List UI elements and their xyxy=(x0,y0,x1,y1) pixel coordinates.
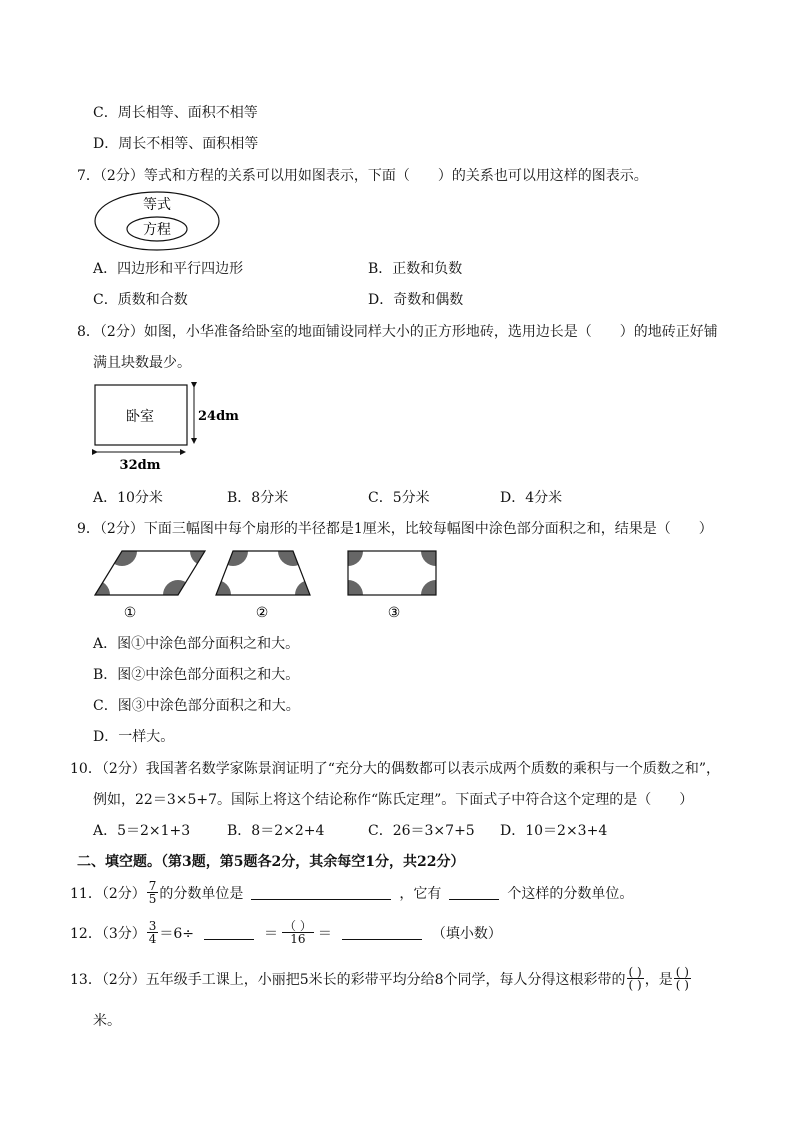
fig3-shaded-sectors xyxy=(333,545,450,610)
fig2-shaded-sectors xyxy=(201,545,325,610)
q11-frac-den: 5 xyxy=(148,892,157,906)
q6-option-d: D．周长不相等、面积相等 xyxy=(93,136,259,152)
q13-frac1-den: ( ) xyxy=(628,978,642,992)
q13-frac2-num: ( ) xyxy=(675,965,689,979)
q12-frac-den: 4 xyxy=(148,932,157,946)
q10-stem-line1: 10．（2分）我国著名数学家陈景润证明了“充分大的偶数都可以表示成两个质数的乘积与一个质数之和”， xyxy=(70,761,721,777)
q10-option-c: C．26＝3×7+5 xyxy=(368,823,475,839)
q12-frac-num: 3 xyxy=(148,919,157,933)
q12-frac2-num: （ ） xyxy=(284,919,312,933)
fig2-trapezoid xyxy=(216,551,310,595)
q7-venn-diagram xyxy=(93,190,223,252)
q11-fraction xyxy=(147,880,159,905)
q11-text2: ，它有 xyxy=(399,885,442,902)
q9-option-a: A．图①中涂色部分面积之和大。 xyxy=(93,636,300,652)
q13-line1 xyxy=(70,966,692,991)
q8-stem-line2: 满且块数最少。 xyxy=(93,355,191,371)
q12-prefix: 12．（3分） xyxy=(70,925,146,942)
q10-option-d: D．10＝2×3+4 xyxy=(500,823,608,839)
q11-blank-count[interactable] xyxy=(449,885,499,900)
q9-figures xyxy=(90,545,450,623)
q8-option-d: D．4分米 xyxy=(500,490,563,506)
q12-fraction xyxy=(147,920,159,945)
outer-label: 等式 xyxy=(143,197,171,213)
width-label: 32dm xyxy=(119,458,161,473)
q10-option-a: A．5＝2×1+3 xyxy=(93,823,191,839)
q7-option-d: D．奇数和偶数 xyxy=(368,292,464,308)
q10-option-b: B．8＝2×2+4 xyxy=(227,823,325,839)
q13-line2: 米。 xyxy=(93,1013,121,1029)
fig1-parallelogram xyxy=(95,551,205,595)
q8-stem-line1: 8．（2分）如图，小华准备给卧室的地面铺设同样大小的正方形地砖，选用边长是（ ）的地砖正好铺 xyxy=(77,324,718,340)
q8-option-a: A．10分米 xyxy=(93,490,163,506)
q13-text1: 13．（2分）五年级手工课上，小丽把5米长的彩带平均分给8个同学，每人分得这根彩带的 xyxy=(70,971,626,988)
q11-text3: 个这样的分数单位。 xyxy=(507,885,634,902)
q9-stem: 9．（2分）下面三幅图中每个扇形的半径都是1厘米，比较每幅图中涂色部分面积之和，结果是（ ） xyxy=(77,521,713,537)
q13-frac1-num: ( ) xyxy=(628,965,642,979)
q9-option-c: C．图③中涂色部分面积之和大。 xyxy=(93,698,300,714)
fig1-label: ① xyxy=(123,605,137,621)
q13-frac2-den: ( ) xyxy=(675,978,689,992)
q12-line xyxy=(70,920,502,945)
q9-option-b: B．图②中涂色部分面积之和大。 xyxy=(93,667,300,683)
section2-title: 二、填空题。（第3题，第5题各2分，其余每空1分，共22分） xyxy=(77,854,465,870)
q12-eq2: ＝ xyxy=(317,925,332,942)
q11-text1: 的分数单位是 xyxy=(159,885,244,902)
q12-eq: ＝ xyxy=(264,925,279,942)
fig3-label: ③ xyxy=(387,605,401,621)
q12-text1: ＝6÷ xyxy=(159,925,195,942)
q12-blank-decimal[interactable] xyxy=(342,925,422,940)
q13-fraction1[interactable] xyxy=(627,966,644,991)
q12-frac2-den: 16 xyxy=(290,932,306,946)
q12-hint: （填小数） xyxy=(431,925,502,942)
q10-stem-line2: 例如，22＝3×5+7。国际上将这个结论称作“陈氏定理”。下面式子中符合这个定理的是（ ） xyxy=(93,792,694,808)
q12-blank-divisor[interactable] xyxy=(204,925,254,940)
room-label: 卧室 xyxy=(126,409,154,425)
height-label: 24dm xyxy=(198,409,239,424)
q11-blank-unit[interactable] xyxy=(251,885,391,900)
fig2-label: ② xyxy=(255,605,269,621)
q6-option-c: C．周长相等、面积不相等 xyxy=(93,105,258,121)
q11-frac-num: 7 xyxy=(148,879,157,893)
q13-mid: ，是 xyxy=(644,971,673,988)
inner-label: 方程 xyxy=(143,222,171,238)
q12-fraction2 xyxy=(282,920,314,945)
q8-room-diagram xyxy=(90,380,250,475)
q13-fraction2[interactable] xyxy=(674,966,691,991)
q7-option-c: C．质数和合数 xyxy=(93,292,188,308)
fig1-shaded-sectors xyxy=(90,545,220,610)
q8-option-b: B．8分米 xyxy=(227,490,289,506)
q11-line xyxy=(70,880,633,905)
q7-option-a: A．四边形和平行四边形 xyxy=(93,261,244,277)
q9-option-d: D．一样大。 xyxy=(93,729,175,745)
q8-option-c: C．5分米 xyxy=(368,490,430,506)
q7-option-b: B．正数和负数 xyxy=(368,261,463,277)
q7-stem: 7．（2分）等式和方程的关系可以用如图表示，下面（ ）的关系也可以用这样的图表示。 xyxy=(77,168,648,184)
q11-prefix: 11．（2分） xyxy=(70,885,146,902)
